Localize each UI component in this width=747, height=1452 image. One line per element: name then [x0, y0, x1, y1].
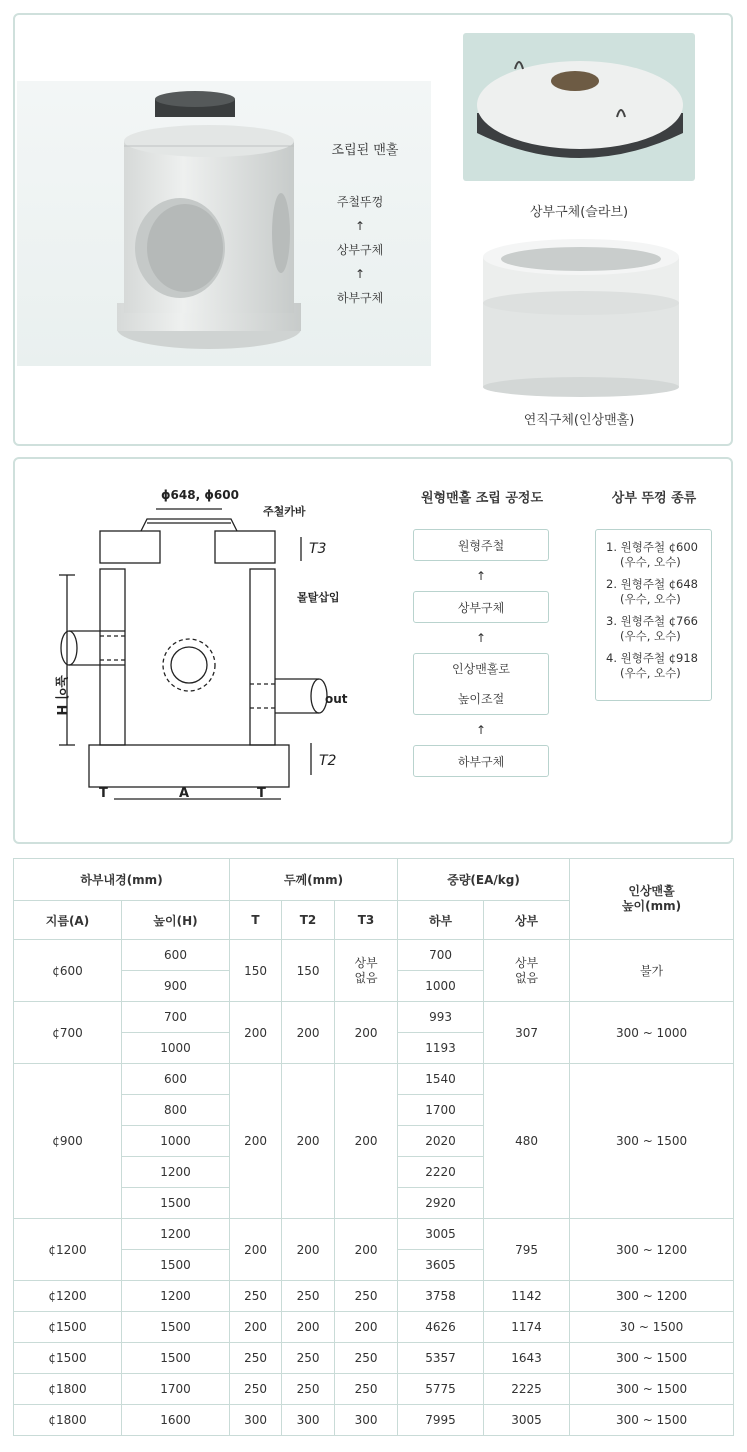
cell-lower-weight: 993	[398, 1002, 484, 1033]
cell-t: 250	[230, 1374, 282, 1405]
cell-upper-weight: 795	[484, 1219, 570, 1281]
cell-height: 1200	[122, 1157, 230, 1188]
cell-t: 200	[230, 1002, 282, 1064]
header-diameter: 지름(A)	[14, 901, 122, 940]
header-weight: 중량(EA/kg)	[398, 859, 570, 901]
cell-lift-height: 300 ~ 1500	[570, 1064, 734, 1219]
cell-t3: 200	[335, 1219, 398, 1281]
cell-t3: 250	[335, 1281, 398, 1312]
cell-lower-weight: 2220	[398, 1157, 484, 1188]
cell-height: 600	[122, 940, 230, 971]
cell-diameter: ¢1800	[14, 1374, 122, 1405]
cell-t3: 200	[335, 1002, 398, 1064]
header-lift-height: 인상맨홀 높이(mm)	[570, 859, 734, 940]
ring-caption: 연직구체(인상맨홀)	[523, 413, 635, 428]
t-left-label: T	[99, 786, 108, 801]
cell-t3: 200	[335, 1312, 398, 1343]
process-step-label: 원형주철	[457, 538, 505, 553]
cell-lower-weight: 4626	[398, 1312, 484, 1343]
cross-section-svg	[29, 479, 369, 819]
flow-step: 상부구체	[336, 243, 384, 257]
cell-lower-weight: 1540	[398, 1064, 484, 1095]
cell-lower-weight: 700	[398, 940, 484, 971]
cell-height: 1200	[122, 1281, 230, 1312]
cell-lift-height: 300 ~ 1200	[570, 1219, 734, 1281]
cell-lift-height: 300 ~ 1500	[570, 1405, 734, 1436]
cover-item-use: (우수, 오수)	[620, 592, 681, 606]
assembled-manhole-caption: 조립된 맨홀	[331, 143, 399, 158]
table-row	[14, 1374, 734, 1405]
cell-height: 1500	[122, 1343, 230, 1374]
cell-t3: 200	[335, 1064, 398, 1219]
cell-upper-weight: 2225	[484, 1374, 570, 1405]
manhole-spec-table	[13, 858, 734, 1436]
process-step-upper	[413, 591, 549, 623]
slab-caption: 상부구체(슬라브)	[529, 205, 629, 220]
cover-item-name: 3. 원형주철 ¢766	[606, 614, 698, 628]
cell-lift-height: 30 ~ 1500	[570, 1312, 734, 1343]
flow-step: 하부구체	[336, 291, 384, 305]
table-row	[14, 1405, 734, 1436]
cell-diameter: ¢1800	[14, 1405, 122, 1436]
cell-height: 1500	[122, 1250, 230, 1281]
table-row	[14, 1219, 734, 1250]
cell-diameter: ¢700	[14, 1002, 122, 1064]
header-lower: 하부	[398, 901, 484, 940]
cell-diameter: ¢900	[14, 1064, 122, 1219]
cover-item-name: 1. 원형주철 ¢600	[606, 540, 698, 554]
t-right-label: T	[257, 786, 266, 801]
slab-photo	[463, 33, 695, 181]
height-label: 높이 H	[53, 675, 68, 716]
cell-lower-weight: 3605	[398, 1250, 484, 1281]
table-row	[14, 1343, 734, 1374]
manhole-cross-section-diagram	[29, 479, 369, 819]
cell-upper-weight: 307	[484, 1002, 570, 1064]
t3-label: T3	[309, 541, 327, 557]
header-thickness: 두께(mm)	[230, 859, 398, 901]
table-row	[14, 1312, 734, 1343]
cover-item-name: 4. 원형주철 ¢918	[606, 651, 698, 665]
cell-t: 250	[230, 1343, 282, 1374]
cover-types-list	[595, 529, 712, 701]
process-step-label: 높이조절	[457, 692, 505, 706]
cell-height: 1700	[122, 1374, 230, 1405]
flow-arrow: ↑	[354, 267, 366, 281]
process-arrow: ↑	[475, 723, 487, 737]
header-inner-diameter: 하부내경(mm)	[14, 859, 230, 901]
cell-diameter: ¢600	[14, 940, 122, 1002]
a-label: A	[179, 786, 190, 801]
cell-lower-weight: 1700	[398, 1095, 484, 1126]
cell-lower-weight: 2020	[398, 1126, 484, 1157]
cover-types-title: 상부 뚜껑 종류	[611, 491, 697, 506]
diagram-panel	[13, 457, 733, 844]
cover-item	[606, 614, 711, 644]
cell-t: 200	[230, 1064, 282, 1219]
flow-arrow: ↑	[354, 219, 366, 233]
cell-t: 250	[230, 1281, 282, 1312]
cell-lower-weight: 3005	[398, 1219, 484, 1250]
cell-lower-weight: 1000	[398, 971, 484, 1002]
cell-t: 200	[230, 1219, 282, 1281]
header-height: 높이(H)	[122, 901, 230, 940]
cell-t3: 250	[335, 1343, 398, 1374]
process-step-lower	[413, 745, 549, 777]
cover-item	[606, 577, 711, 607]
out-label: out	[325, 692, 348, 706]
cell-t: 300	[230, 1405, 282, 1436]
cell-lower-weight: 2920	[398, 1188, 484, 1219]
process-step-label: 하부구체	[457, 754, 505, 769]
cover-label: 주철카바	[263, 505, 306, 518]
diameter-label: ϕ648, ϕ600	[161, 488, 239, 502]
cell-lower-weight: 5357	[398, 1343, 484, 1374]
cell-t2: 200	[282, 1312, 335, 1343]
cell-upper-weight: 1174	[484, 1312, 570, 1343]
cell-t2: 150	[282, 940, 335, 1002]
cell-diameter: ¢1200	[14, 1219, 122, 1281]
cover-item	[606, 540, 711, 570]
header-upper: 상부	[484, 901, 570, 940]
table-row	[14, 1281, 734, 1312]
slab-illustration	[463, 33, 695, 181]
cell-height: 1000	[122, 1126, 230, 1157]
cell-lift-height: 300 ~ 1200	[570, 1281, 734, 1312]
cell-height: 1500	[122, 1312, 230, 1343]
cell-t: 200	[230, 1312, 282, 1343]
cell-height: 1500	[122, 1188, 230, 1219]
table-row	[14, 1064, 734, 1095]
cell-height: 1000	[122, 1033, 230, 1064]
cell-upper-weight: 3005	[484, 1405, 570, 1436]
process-arrow: ↑	[475, 631, 487, 645]
cell-diameter: ¢1500	[14, 1312, 122, 1343]
cell-t3: 300	[335, 1405, 398, 1436]
cell-t2: 250	[282, 1374, 335, 1405]
cell-lift-height: 불가	[570, 940, 734, 1002]
assembly-flow	[315, 190, 405, 310]
cell-t2: 250	[282, 1281, 335, 1312]
product-photo-panel	[13, 13, 733, 446]
cell-height: 900	[122, 971, 230, 1002]
cover-item	[606, 651, 711, 681]
cell-t2: 200	[282, 1064, 335, 1219]
cell-height: 600	[122, 1064, 230, 1095]
cell-height: 1600	[122, 1405, 230, 1436]
cover-item-use: (우수, 오수)	[620, 629, 681, 643]
cell-lower-weight: 3758	[398, 1281, 484, 1312]
table-row	[14, 1002, 734, 1033]
header-t3: T3	[335, 901, 398, 940]
cell-diameter: ¢1500	[14, 1343, 122, 1374]
ring-illustration	[479, 237, 683, 397]
cell-lift-height: 300 ~ 1500	[570, 1343, 734, 1374]
cell-upper-weight: 1643	[484, 1343, 570, 1374]
table-row	[14, 940, 734, 971]
cell-t2: 200	[282, 1002, 335, 1064]
flow-step: 주철뚜껑	[336, 195, 384, 209]
cell-lower-weight: 7995	[398, 1405, 484, 1436]
process-arrow: ↑	[475, 569, 487, 583]
header-row	[14, 859, 734, 901]
cell-diameter: ¢1200	[14, 1281, 122, 1312]
cell-upper-weight: 상부 없음	[484, 940, 570, 1002]
cell-t: 150	[230, 940, 282, 1002]
cell-height: 1200	[122, 1219, 230, 1250]
cell-t2: 200	[282, 1219, 335, 1281]
cell-t3: 상부 없음	[335, 940, 398, 1002]
process-step-label: 인상맨홀로	[452, 662, 510, 676]
cell-t3: 250	[335, 1374, 398, 1405]
cell-lift-height: 300 ~ 1500	[570, 1374, 734, 1405]
process-step-label: 상부구체	[457, 600, 505, 615]
cover-item-use: (우수, 오수)	[620, 666, 681, 680]
cover-item-name: 2. 원형주철 ¢648	[606, 577, 698, 591]
process-step-cast-iron	[413, 529, 549, 561]
process-title: 원형맨홀 조립 공정도	[420, 491, 544, 506]
cover-item-use: (우수, 오수)	[620, 555, 681, 569]
header-t2: T2	[282, 901, 335, 940]
ring-photo	[479, 237, 683, 397]
cell-t2: 250	[282, 1343, 335, 1374]
cell-lower-weight: 5775	[398, 1374, 484, 1405]
process-step-lift	[413, 653, 549, 715]
cell-t2: 300	[282, 1405, 335, 1436]
t2-label: T2	[319, 753, 337, 769]
mortar-label: 몰탈삽입	[297, 591, 340, 604]
cell-height: 700	[122, 1002, 230, 1033]
cell-lower-weight: 1193	[398, 1033, 484, 1064]
cell-upper-weight: 480	[484, 1064, 570, 1219]
cell-lift-height: 300 ~ 1000	[570, 1002, 734, 1064]
header-t: T	[230, 901, 282, 940]
cell-upper-weight: 1142	[484, 1281, 570, 1312]
cell-height: 800	[122, 1095, 230, 1126]
